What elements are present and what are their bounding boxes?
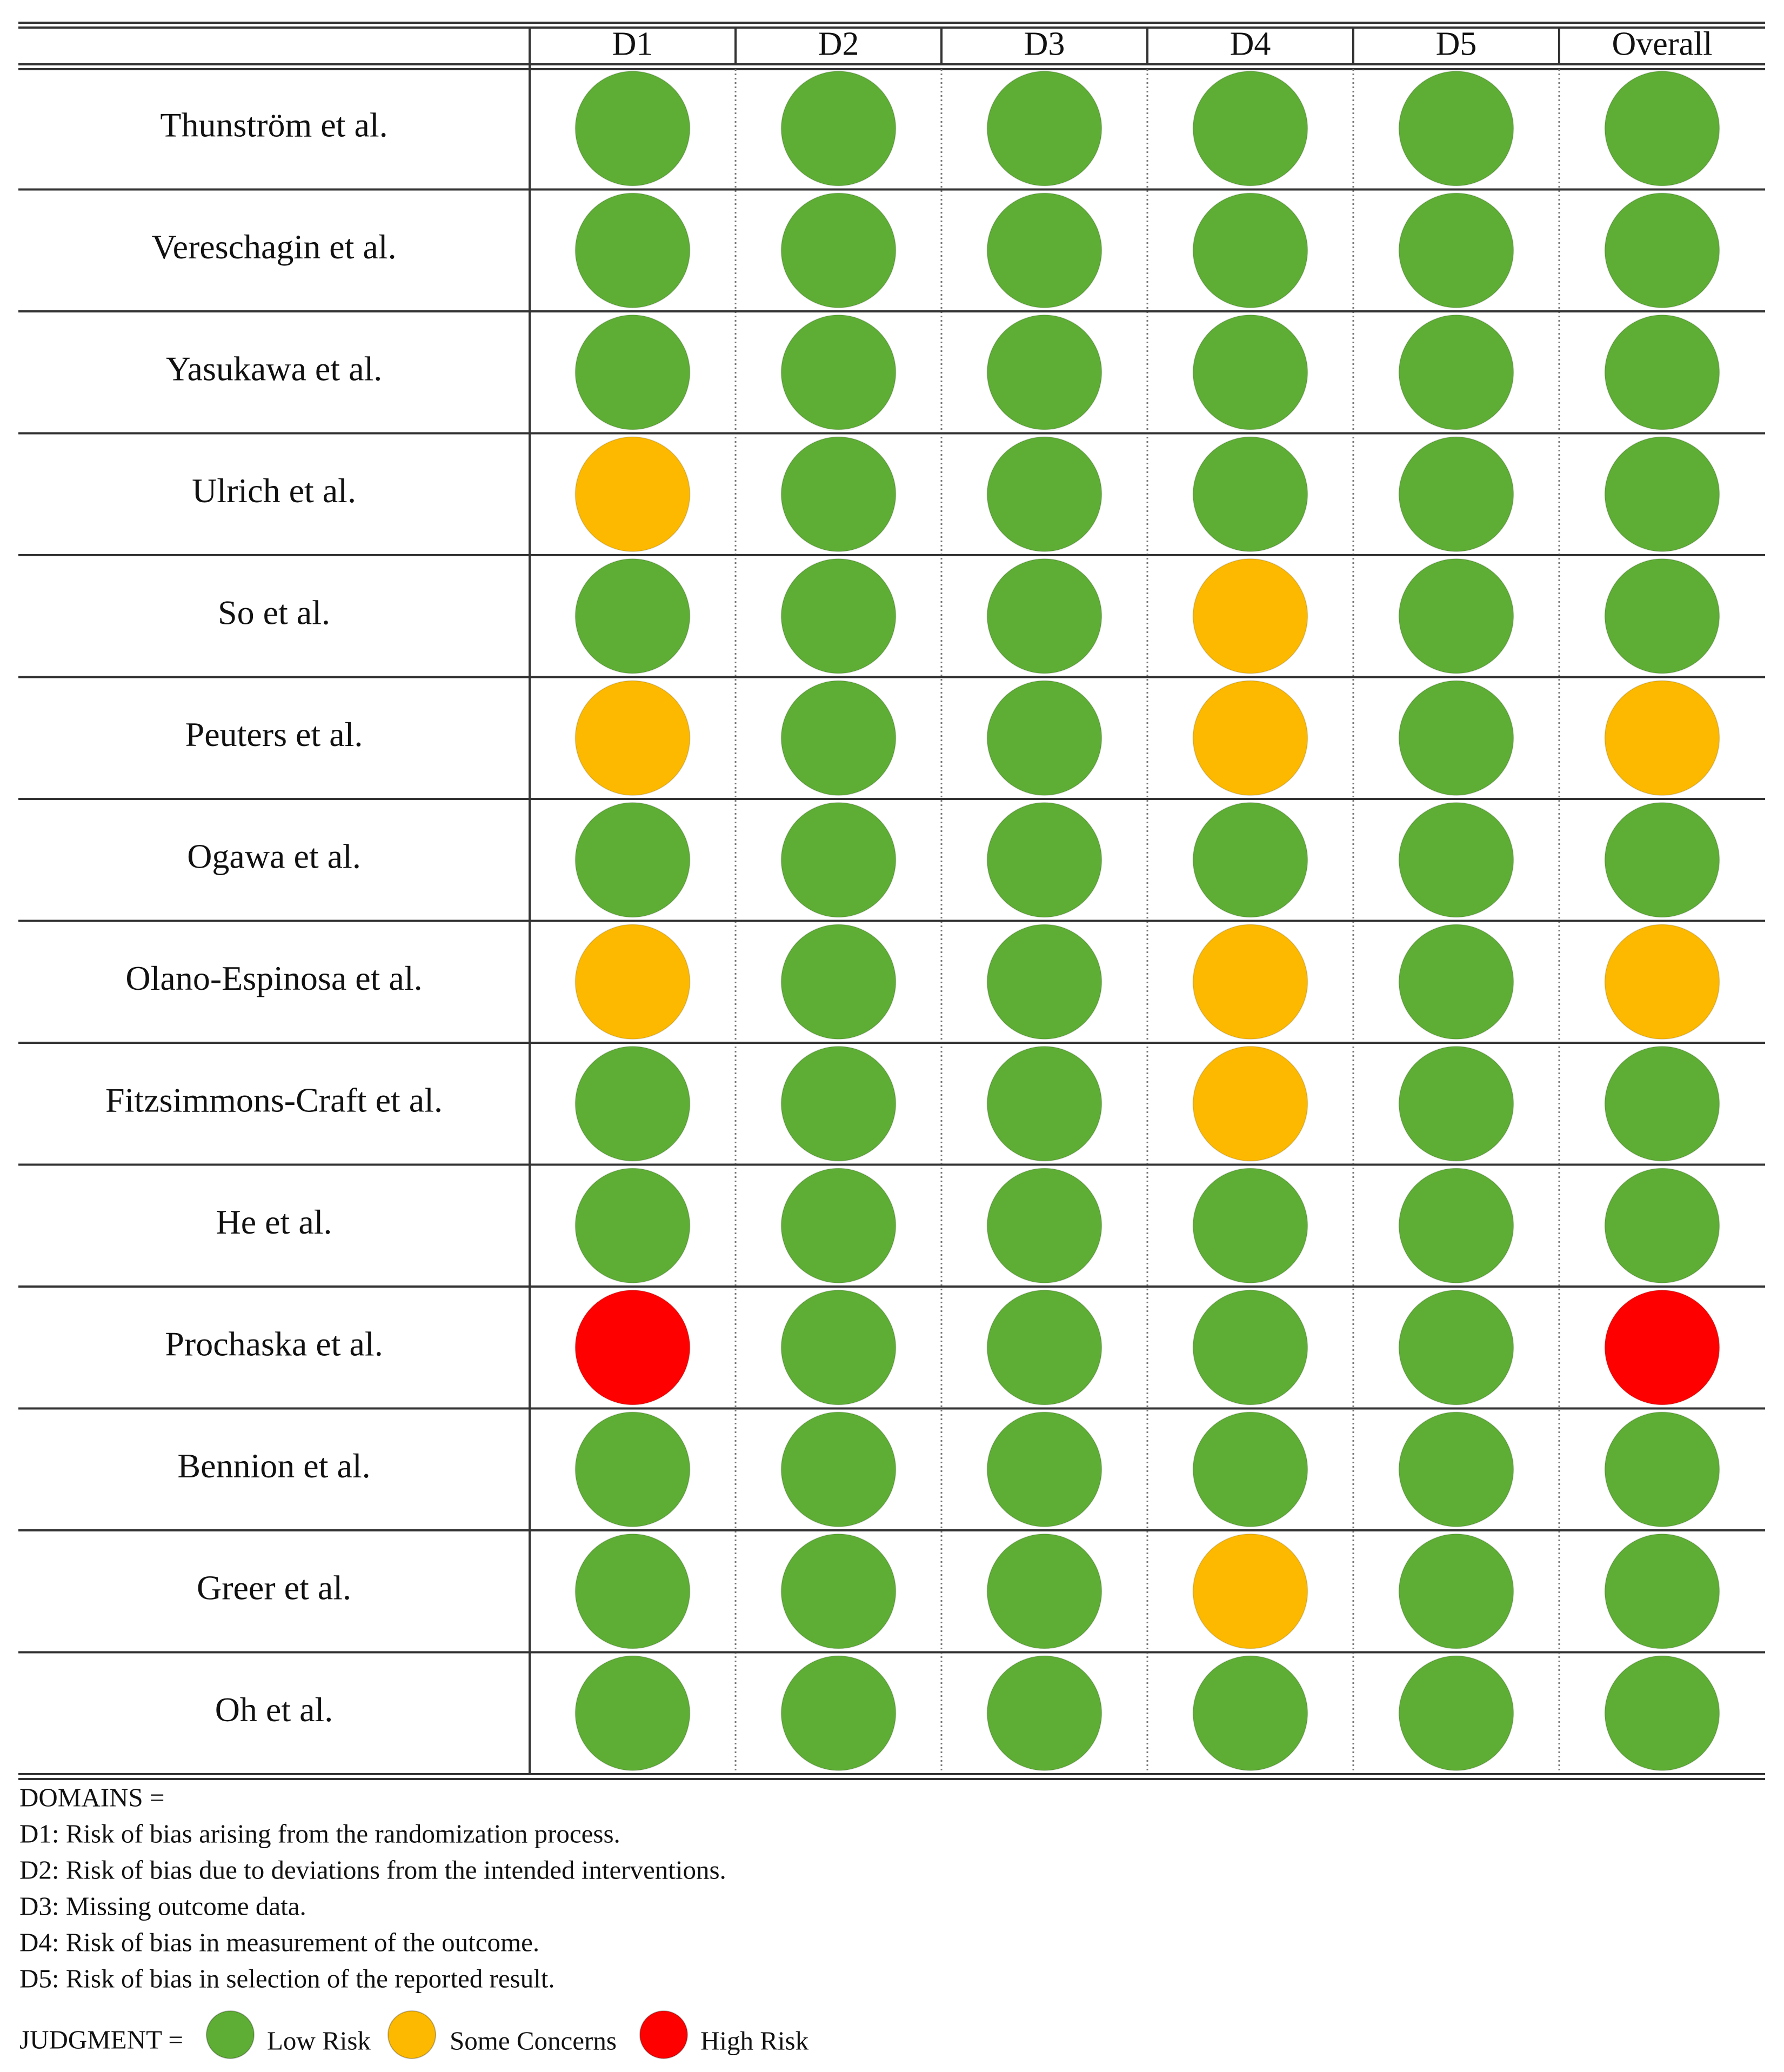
judgment-some-circle (1193, 559, 1308, 674)
legend-some-circle (388, 2011, 436, 2058)
domain-definition: D2: Risk of bias due to deviations from the intended interventions. (19, 1855, 726, 1885)
judgment-some-circle (576, 437, 690, 551)
judgment-some-circle (576, 924, 690, 1039)
judgment-low-circle (1605, 1656, 1720, 1770)
judgment-low-circle (1193, 71, 1308, 186)
judgment-low-circle (1193, 1412, 1308, 1527)
domain-definition: D3: Missing outcome data. (19, 1891, 306, 1921)
judgment-low-circle (1193, 315, 1308, 430)
judgment-low-circle (781, 559, 896, 674)
judgment-low-circle (576, 1047, 690, 1161)
judgment-low-circle (1399, 437, 1514, 551)
judgment-low-circle (576, 1168, 690, 1283)
judgment-low-circle (781, 193, 896, 308)
judgment-some-circle (1193, 924, 1308, 1039)
judgment-some-circle (1193, 681, 1308, 795)
judgment-low-circle (781, 1168, 896, 1283)
judgment-low-circle (1399, 71, 1514, 186)
judgment-low-circle (1605, 71, 1720, 186)
judgment-low-circle (781, 924, 896, 1039)
judgment-low-circle (1399, 924, 1514, 1039)
judgment-low-circle (781, 1290, 896, 1405)
judgment-some-circle (576, 681, 690, 795)
study-name: Oh et al. (215, 1690, 333, 1729)
judgment-low-circle (1193, 1290, 1308, 1405)
judgment-low-circle (1193, 193, 1308, 308)
judgment-some-circle (1193, 1047, 1308, 1161)
table-row (197, 1534, 1720, 1649)
judgment-low-circle (987, 71, 1102, 186)
judgment-low-circle (1399, 1168, 1514, 1283)
judgment-low-circle (781, 1047, 896, 1161)
judgment-low-circle (576, 71, 690, 186)
judgment-low-circle (576, 559, 690, 674)
judgment-low-circle (1605, 1168, 1720, 1283)
study-name: Olano-Espinosa et al. (125, 958, 423, 997)
judgment-low-circle (1605, 803, 1720, 917)
judgment-low-circle (1193, 1656, 1308, 1770)
judgment-low-circle (1399, 193, 1514, 308)
study-name: Thunström et al. (160, 105, 388, 144)
judgment-low-circle (1399, 1290, 1514, 1405)
judgment-low-circle (1605, 193, 1720, 308)
table-row (151, 193, 1719, 308)
judgment-low-circle (1193, 1168, 1308, 1283)
judgment-low-circle (987, 437, 1102, 551)
column-header-overall: Overall (1612, 25, 1713, 63)
judgment-low-circle (1605, 437, 1720, 551)
judgment-low-circle (1399, 1656, 1514, 1770)
study-name: Greer et al. (196, 1568, 352, 1607)
judgment-some-circle (1605, 681, 1720, 795)
legend-label-high: High Risk (700, 2026, 809, 2056)
judgment-low-circle (576, 315, 690, 430)
table-row (218, 559, 1719, 674)
judgment-low-circle (1605, 1047, 1720, 1161)
legend-label-some: Some Concerns (450, 2026, 617, 2056)
table-row (185, 681, 1720, 795)
column-header-d5: D5 (1435, 25, 1477, 63)
column-header-d1: D1 (612, 25, 653, 63)
judgment-low-circle (781, 803, 896, 917)
table-row (160, 71, 1719, 186)
table-row (192, 437, 1719, 551)
judgment-low-circle (987, 803, 1102, 917)
judgment-low-circle (987, 1047, 1102, 1161)
domain-definition: D1: Risk of bias arising from the randomization process. (19, 1818, 620, 1849)
judgment-low-circle (781, 1534, 896, 1649)
study-name: Yasukawa et al. (165, 349, 383, 388)
judgment-low-circle (1605, 1534, 1720, 1649)
judgment-some-circle (1193, 1534, 1308, 1649)
column-header-d4: D4 (1230, 25, 1271, 63)
judgment-low-circle (1399, 1412, 1514, 1527)
table-row (105, 1047, 1719, 1161)
judgment-low-circle (987, 1168, 1102, 1283)
table-row (166, 315, 1720, 430)
judgment-low-circle (781, 437, 896, 551)
legend-low-circle (206, 2011, 254, 2058)
judgment-low-circle (576, 193, 690, 308)
judgment-low-circle (987, 1412, 1102, 1527)
judgment-low-circle (576, 803, 690, 917)
study-name: Vereschagin et al. (151, 227, 397, 266)
judgment-low-circle (781, 681, 896, 795)
judgment-low-circle (1399, 1047, 1514, 1161)
study-name: Bennion et al. (177, 1446, 371, 1485)
domains-title: DOMAINS = (19, 1782, 165, 1813)
judgment-low-circle (987, 681, 1102, 795)
judgment-high-circle (1605, 1290, 1720, 1405)
domain-definition: D5: Risk of bias in selection of the reported result. (19, 1963, 555, 1994)
judgment-low-circle (1605, 315, 1720, 430)
study-name: Prochaska et al. (165, 1324, 383, 1363)
domain-definition: D4: Risk of bias in measurement of the outcome. (19, 1927, 540, 1957)
judgment-low-circle (1193, 803, 1308, 917)
judgment-low-circle (1399, 681, 1514, 795)
judgment-low-circle (781, 1412, 896, 1527)
study-name: So et al. (218, 593, 330, 632)
table-row (125, 924, 1719, 1039)
judgment-some-circle (1605, 924, 1720, 1039)
legend-high-circle (640, 2011, 687, 2058)
column-header-d2: D2 (818, 25, 859, 63)
judgment-low-circle (987, 193, 1102, 308)
judgment-low-circle (987, 315, 1102, 430)
table-row (177, 1412, 1719, 1527)
judgment-low-circle (1399, 803, 1514, 917)
judgment-low-circle (987, 1534, 1102, 1649)
judgment-low-circle (1605, 559, 1720, 674)
column-header-d3: D3 (1024, 25, 1065, 63)
judgment-low-circle (576, 1412, 690, 1527)
judgment-low-circle (987, 559, 1102, 674)
judgment-low-circle (781, 315, 896, 430)
judgment-low-circle (781, 1656, 896, 1770)
study-name: Ogawa et al. (187, 837, 361, 876)
judgment-low-circle (1399, 1534, 1514, 1649)
judgment-low-circle (1193, 437, 1308, 551)
table-row (216, 1168, 1720, 1283)
judgment-low-circle (1399, 559, 1514, 674)
judgment-low-circle (987, 924, 1102, 1039)
study-name: He et al. (216, 1202, 332, 1241)
judgment-low-circle (987, 1290, 1102, 1405)
judgment-low-circle (1605, 1412, 1720, 1527)
judgment-low-circle (987, 1656, 1102, 1770)
judgment-low-circle (1399, 315, 1514, 430)
table-row (215, 1656, 1720, 1770)
table-row (187, 803, 1719, 917)
legend-label-low: Low Risk (267, 2026, 371, 2056)
judgment-low-circle (576, 1656, 690, 1770)
study-name: Ulrich et al. (192, 471, 356, 510)
judgment-high-circle (576, 1290, 690, 1405)
legend-title: JUDGMENT = (19, 2024, 184, 2055)
judgment-low-circle (576, 1534, 690, 1649)
study-name: Peuters et al. (185, 715, 363, 754)
study-name: Fitzsimmons-Craft et al. (105, 1081, 443, 1120)
judgment-low-circle (781, 71, 896, 186)
